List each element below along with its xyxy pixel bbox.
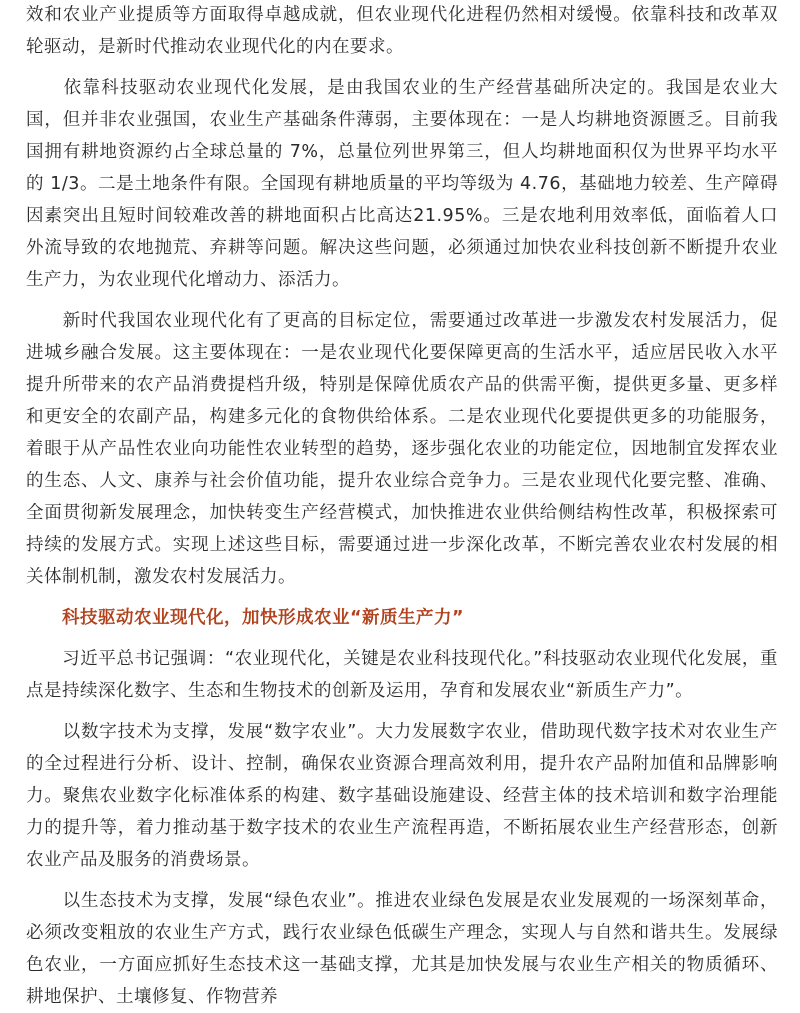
section-heading: 科技驱动农业现代化，加快形成农业“新质生产力”: [26, 608, 465, 628]
paragraph-gap: [26, 593, 778, 602]
paragraph-green-agriculture: 以生态技术为支撑，发展“绿色农业”。推进农业绿色发展是农业发展观的一场深刻革命，必须改变粗放的农业生产方式，践行农业绿色低碳生产理念，实现人与自然和谐共生。发展绿色农业，一方面应抓好生态技术这一基础支撑，尤其是加快发展与农业生产相关的物质循环、耕地保护、土壤修复、作物营养: [26, 891, 778, 1007]
paragraph-gap: [26, 876, 778, 885]
paragraph-digital-agriculture: 以数字技术为支撑，发展“数字农业”。大力发展数字农业，借助现代数字技术对农业生产的全过程进行分析、设计、控制，确保农业资源合理高效利用，提升农产品附加值和品牌影响力。聚焦农业数字化标准体系的构建、数字基础设施建设、经营主体的技术培训和数字治理能力的提升等，着力推动基于数字技术的农业生产流程再造，不断拓展农业生产经营形态，创新农业产品及服务的消费场景。: [26, 722, 778, 870]
paragraph-gap: [26, 63, 778, 72]
paragraph-technology-basis: 依靠科技驱动农业现代化发展，是由我国农业的生产经营基础所决定的。我国是农业大国，但并非农业强国，农业生产基础条件薄弱，主要体现在：一是人均耕地资源匮乏。目前我国拥有耕地资源约占全球总量的 7%，总量位列世界第三，但人均耕地面积仅为世界平均水平的 1/3。二是土地条件有限。全国现有耕地质量的平均等级为 4.76，基础地力较差、生产障碍因素突出且短时间较难改善的耕地面积占比高达21.95%。三是农地利用效率低，面临着人口外流导致的农地抛荒、弃耕等问题。解决这些问题，必须通过加快农业科技创新不断提升农业生产力，为农业现代化增动力、添活力。: [26, 78, 778, 290]
paragraph-reform-goals: 新时代我国农业现代化有了更高的目标定位，需要通过改革进一步激发农村发展活力，促进城乡融合发展。这主要体现在：一是农业现代化要保障更高的生活水平，适应居民收入水平提升所带来的农产品消费提档升级，特别是保障优质农产品的供需平衡，提供更多量、更多样和更安全的农副产品，构建多元化的食物供给体系。二是农业现代化要提供更多的功能服务，着眼于从产品性农业向功能性农业转型的趋势，逐步强化农业的功能定位，因地制宜发挥农业的生态、人文、康养与社会价值功能，提升农业综合竞争力。三是农业现代化要完整、准确、全面贯彻新发展理念，加快转变生产经营模式，加快推进农业供给侧结构性改革，积极探索可持续的发展方式。实现上述这些目标，需要通过进一步深化改革，不断完善农业农村发展的相关体制机制，激发农村发展活力。: [26, 311, 778, 587]
paragraph-quote: 习近平总书记强调：“农业现代化，关键是农业科技现代化。”科技驱动农业现代化发展，重点是持续深化数字、生态和生物技术的创新及运用，孕育和发展农业“新质生产力”。: [26, 649, 778, 701]
article-body: [26, 0, 778, 1013]
paragraph-gap: [26, 634, 778, 643]
paragraph-gap: [26, 707, 778, 716]
paragraph-gap: [26, 296, 778, 305]
paragraph-intro-continued: 效和农业产业提质等方面取得卓越成就，但农业现代化进程仍然相对缓慢。依靠科技和改革双轮驱动，是新时代推动农业现代化的内在要求。: [26, 5, 778, 57]
